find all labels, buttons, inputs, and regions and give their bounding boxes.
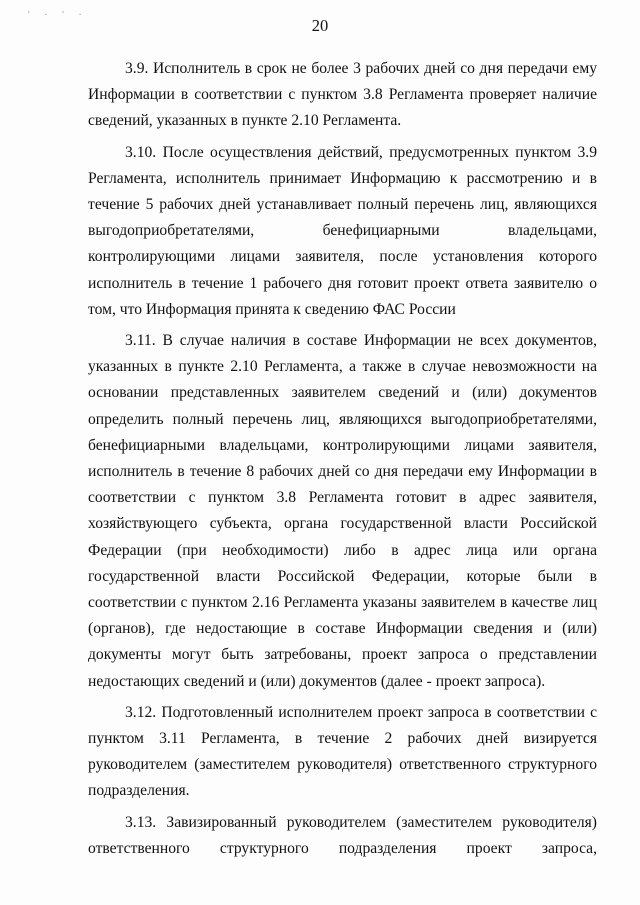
paragraph-3-11: 3.11. В случае наличия в составе Информации не всех документов, указанных в пункте 2.10 Регламента, а также в случае невозможности на основании представленных заявителем сведений и (или) документов определить полный перечень лиц, являющихся выгодоприобретателями, бенефициарными владельцами, контролирующими лицами заявителя, исполнитель в течение 8 рабочих дней со дня передачи ему Информации в соответствии с пунктом 3.8 Регламента готовит в адрес заявителя, хозяйствующего субъекта, органа государственной власти Российской Федерации (при необходимости) либо в адрес лица или органа государственной власти Российской Федерации, которые были в соответствии с пунктом 2.16 Регламента указаны заявителем в качестве лиц (органов), где недостающие в составе Информации сведения и (или) документы могут быть затребованы, проект запроса о представлении недостающих сведений и (или) документов (далее - проект запроса).	[88, 332, 597, 690]
paragraph-3-13: 3.13. Завизированный руководителем (заместителем руководителя) ответственного структурного подразделения проект запроса,	[88, 813, 597, 857]
paragraph-3-12: 3.12. Подготовленный исполнителем проект запроса в соответствии с пунктом 3.11 Регламента, в течение 2 рабочих дней визируется руководителем (заместителем руководителя) ответственного структурного подразделения.	[88, 703, 597, 800]
paragraph-3-9: 3.9. Исполнитель в срок не более 3 рабочих дней со дня передачи ему Информации в соответствии с пунктом 3.8 Регламента проверяет наличие сведений, указанных в пункте 2.10 Регламента.	[88, 60, 597, 130]
paragraph-3-10: 3.10. После осуществления действий, предусмотренных пунктом 3.9 Регламента, исполнитель принимает Информацию к рассмотрению и в течение 5 рабочих дней устанавливает полный перечень лиц, являющихся выгодоприобретателями, бенефициарными владельцами, контролирующими лицами заявителя, после установления которого исполнитель в течение 1 рабочего дня готовит проект ответа заявителю о том, что Информация принята к сведению ФАС России	[88, 143, 597, 318]
page-number: 20	[311, 16, 329, 35]
scan-marks: ' · ' ·	[28, 10, 88, 21]
document-body	[88, 56, 597, 862]
